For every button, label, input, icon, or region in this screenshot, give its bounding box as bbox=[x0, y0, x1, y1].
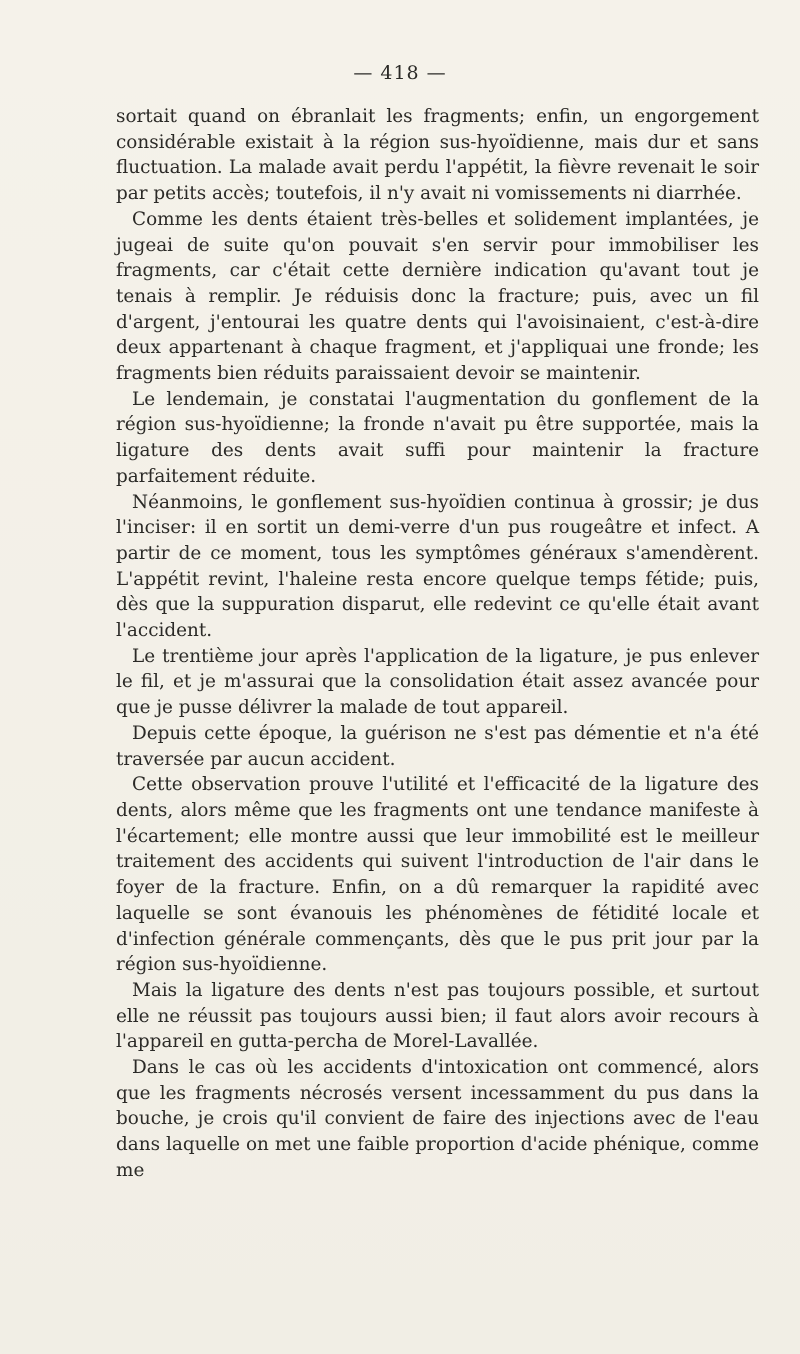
paragraph-9: Dans le cas où les accidents d'intoxication ont commencé, alors que les fragments nécrosés versent incessamment du pus dans la bouche, je crois qu'il convient de faire des injections avec de l'eau dans laquelle on met une faible proportion d'acide phénique, comme me bbox=[116, 1057, 759, 1181]
paragraph-7: Cette observation prouve l'utilité et l'efficacité de la ligature des dents, alors même que les fragments ont une tendance manifeste à l'écartement; elle montre aussi que leur immobilité est le meilleur traitement des accidents qui suivent l'introduction de l'air dans le foyer de la fracture. Enfin, on a dû remarquer la rapidité avec laquelle se sont évanouis les phénomènes de fétidité locale et d'infection générale commençants, dès que le pus prit jour par la région sus-hyoïdienne. bbox=[116, 774, 759, 976]
paragraph-8: Mais la ligature des dents n'est pas toujours possible, et surtout elle ne réussit pas toujours aussi bien; il faut alors avoir recours à l'appareil en gutta-percha de Morel-Lavallée. bbox=[116, 979, 759, 1053]
paragraph-1: sortait quand on ébranlait les fragments; enfin, un engorgement considérable existait à la région sus-hyoïdienne, mais dur et sans fluctuation. La malade avait perdu l'appétit, la fièvre revenait le soir par petits accès; toutefois, il n'y avait ni vomissements ni diarrhée. bbox=[116, 106, 759, 205]
page-number: — 418 — bbox=[353, 62, 447, 84]
paragraph-6: Depuis cette époque, la guérison ne s'est pas démentie et n'a été traversée par aucun accident. bbox=[116, 722, 759, 770]
body-text bbox=[116, 104, 759, 1184]
paragraph-3: Le lendemain, je constatai l'augmentation du gonflement de la région sus-hyoïdienne; la fronde n'avait pu être supportée, mais la ligature des dents avait suffi pour maintenir la fracture parfaitement réduite. bbox=[116, 388, 759, 487]
paragraph-2: Comme les dents étaient très-belles et solidement implantées, je jugeai de suite qu'on pouvait s'en servir pour immobiliser les fragments, car c'était cette dernière indication qu'avant tout je tenais à remplir. Je réduisis donc la fracture; puis, avec un fil d'argent, j'entourai les quatre dents qui l'avoisinaient, c'est-à-dire deux appartenant à chaque fragment, et j'appliquai une fronde; les fragments bien réduits paraissaient devoir se maintenir. bbox=[116, 208, 759, 385]
paragraph-5: Le trentième jour après l'application de la ligature, je pus enlever le fil, et je m'assurai que la consolidation était assez avancée pour que je pusse délivrer la malade de tout appareil. bbox=[116, 645, 759, 719]
paragraph-4: Néanmoins, le gonflement sus-hyoïdien continua à grossir; je dus l'inciser: il en sortit un demi-verre d'un pus rougeâtre et infect. A partir de ce moment, tous les symptômes généraux s'amendèrent. L'appétit revint, l'haleine resta encore quelque temps fétide; puis, dès que la suppuration disparut, elle redevint ce qu'elle était avant l'accident. bbox=[116, 491, 759, 642]
